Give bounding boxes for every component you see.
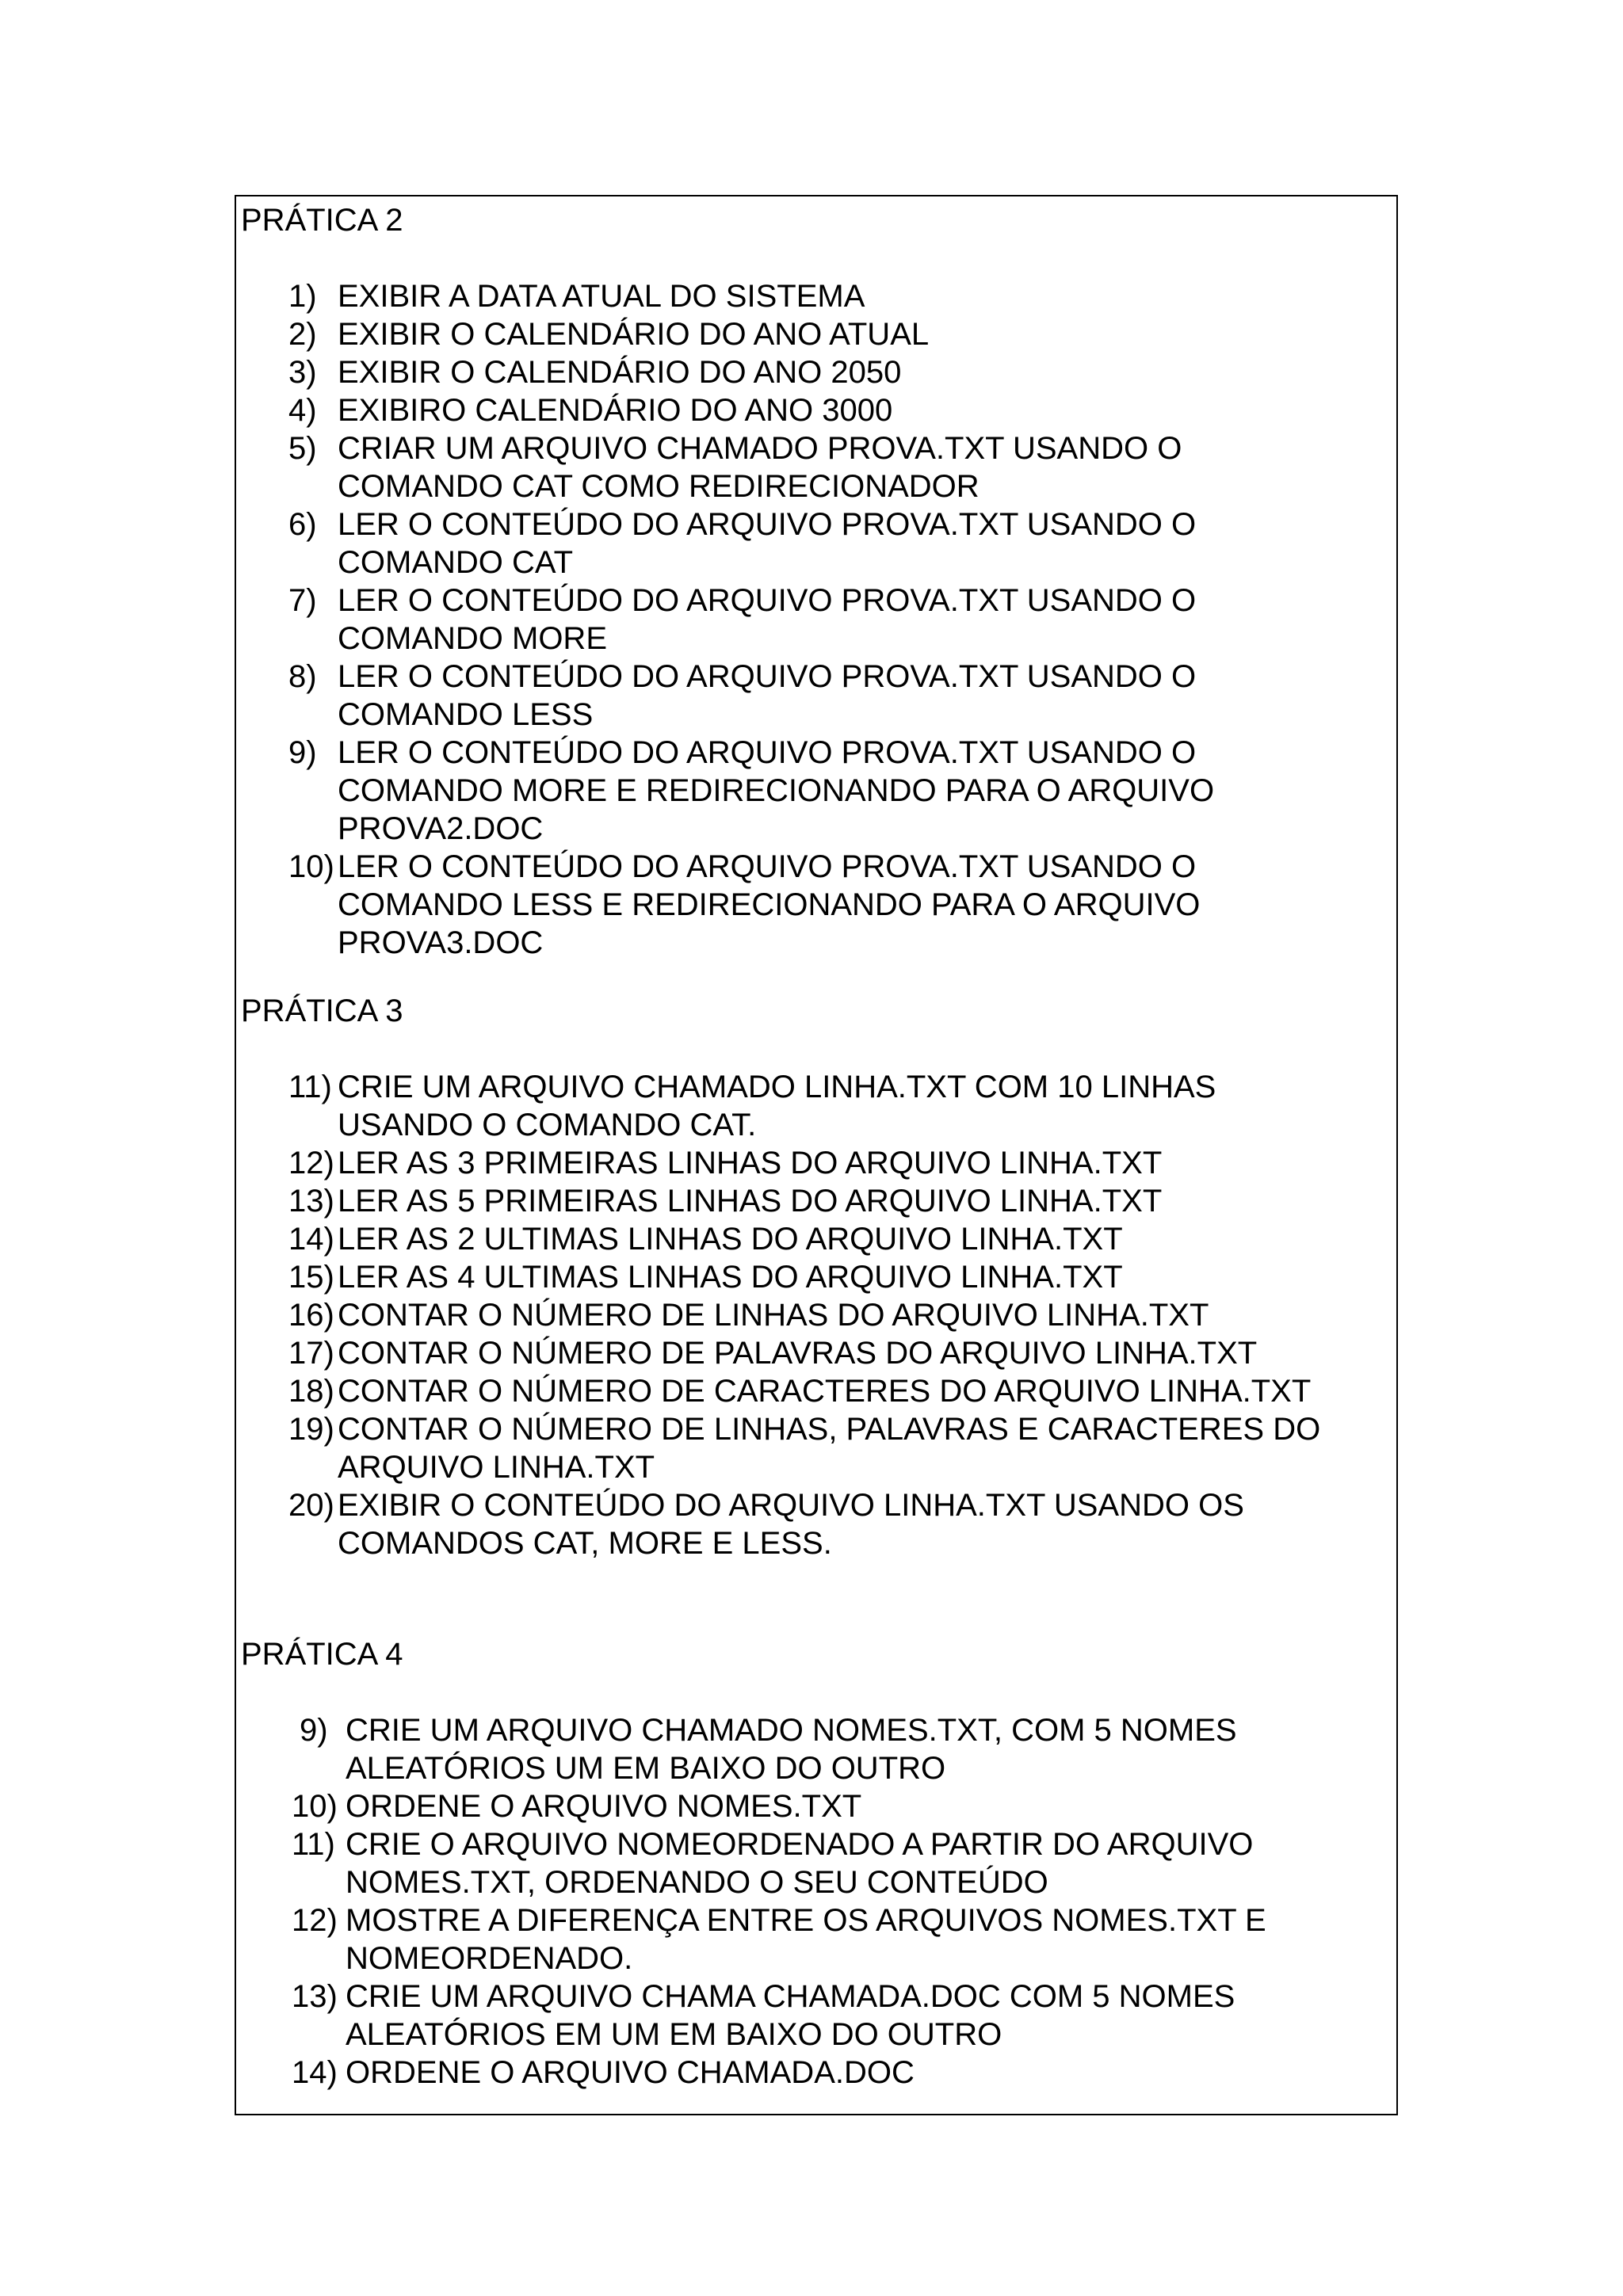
- item-number: 19): [288, 1412, 334, 1447]
- exercise-list-pratica-4: [236, 1711, 1396, 2092]
- item-text: CRIE O ARQUIVO NOMEORDENADO A PARTIR DO ARQUIVO NOMES.TXT, ORDENANDO O SEU CONTEÚDO: [346, 1827, 1254, 1900]
- list-item: [236, 1068, 1396, 1144]
- item-text: MOSTRE A DIFERENÇA ENTRE OS ARQUIVOS NOMES.TXT E NOMEORDENADO.: [346, 1903, 1266, 1976]
- item-number: 11): [292, 1827, 335, 1862]
- item-text: EXIBIR A DATA ATUAL DO SISTEMA: [338, 279, 865, 314]
- item-text: LER O CONTEÚDO DO ARQUIVO PROVA.TXT USANDO O COMANDO CAT: [338, 507, 1197, 580]
- item-number: 3): [288, 355, 317, 390]
- item-text: CONTAR O NÚMERO DE LINHAS DO ARQUIVO LINHA.TXT: [338, 1298, 1209, 1333]
- item-text: LER O CONTEÚDO DO ARQUIVO PROVA.TXT USANDO O COMANDO LESS: [338, 659, 1197, 732]
- item-number: 12): [292, 1903, 338, 1938]
- list-item: [236, 505, 1396, 582]
- list-item: [236, 1787, 1396, 1825]
- list-item: [236, 1296, 1396, 1334]
- list-item: [236, 391, 1396, 429]
- item-text: LER AS 3 PRIMEIRAS LINHAS DO ARQUIVO LINHA.TXT: [338, 1146, 1163, 1180]
- item-number: 6): [288, 507, 317, 542]
- item-text: LER O CONTEÚDO DO ARQUIVO PROVA.TXT USANDO O COMANDO LESS E REDIRECIONANDO PARA O ARQUIVO PROVA3.DOC: [338, 849, 1201, 960]
- list-item: [236, 315, 1396, 353]
- list-item: [236, 658, 1396, 734]
- item-number: 17): [288, 1336, 334, 1371]
- list-item: [236, 1372, 1396, 1410]
- item-text: LER AS 2 ULTIMAS LINHAS DO ARQUIVO LINHA.TXT: [338, 1222, 1123, 1257]
- item-number: 13): [288, 1184, 334, 1219]
- item-text: ORDENE O ARQUIVO NOMES.TXT: [346, 1789, 862, 1824]
- item-text: CRIE UM ARQUIVO CHAMA CHAMADA.DOC COM 5 NOMES ALEATÓRIOS EM UM EM BAIXO DO OUTRO: [346, 1979, 1235, 2052]
- item-number: 10): [292, 1789, 338, 1824]
- item-number: 11): [288, 1070, 332, 1104]
- item-text: EXIBIR O CALENDÁRIO DO ANO ATUAL: [338, 317, 930, 352]
- item-number: 16): [288, 1298, 334, 1333]
- item-number: 20): [288, 1488, 334, 1523]
- list-item: [236, 1711, 1396, 1787]
- item-number: 9): [300, 1713, 328, 1748]
- list-item: [236, 734, 1396, 848]
- item-text: LER O CONTEÚDO DO ARQUIVO PROVA.TXT USANDO O COMANDO MORE E REDIRECIONANDO PARA O ARQUIVO PROVA2.DOC: [338, 735, 1215, 846]
- list-item: [236, 1220, 1396, 1258]
- item-number: 9): [288, 735, 317, 770]
- list-item: [236, 1978, 1396, 2054]
- item-number: 1): [288, 279, 317, 314]
- list-item: [236, 848, 1396, 962]
- list-item: [236, 1825, 1396, 1901]
- list-item: [236, 353, 1396, 391]
- item-text: EXIBIR O CONTEÚDO DO ARQUIVO LINHA.TXT USANDO OS COMANDOS CAT, MORE E LESS.: [338, 1488, 1244, 1561]
- item-number: 14): [288, 1222, 334, 1257]
- list-item: [236, 2054, 1396, 2092]
- item-text: CONTAR O NÚMERO DE CARACTERES DO ARQUIVO LINHA.TXT: [338, 1374, 1312, 1409]
- item-text: CRIE UM ARQUIVO CHAMADO NOMES.TXT, COM 5 NOMES ALEATÓRIOS UM EM BAIXO DO OUTRO: [346, 1713, 1237, 1786]
- item-number: 15): [288, 1260, 334, 1295]
- item-number: 18): [288, 1374, 334, 1409]
- list-item: [236, 1334, 1396, 1372]
- item-text: CONTAR O NÚMERO DE PALAVRAS DO ARQUIVO LINHA.TXT: [338, 1336, 1258, 1371]
- item-text: EXIBIRO CALENDÁRIO DO ANO 3000: [338, 393, 893, 428]
- item-text: CRIAR UM ARQUIVO CHAMADO PROVA.TXT USANDO O COMANDO CAT COMO REDIRECIONADOR: [338, 431, 1182, 504]
- section-title-pratica-3: PRÁTICA 3: [241, 994, 403, 1028]
- item-number: 14): [292, 2055, 338, 2090]
- item-text: CRIE UM ARQUIVO CHAMADO LINHA.TXT COM 10 LINHAS USANDO O COMANDO CAT.: [338, 1070, 1216, 1142]
- list-item: [236, 1901, 1396, 1978]
- item-number: 8): [288, 659, 317, 694]
- exercise-list-pratica-3: [236, 1068, 1396, 1562]
- item-text: LER AS 5 PRIMEIRAS LINHAS DO ARQUIVO LINHA.TXT: [338, 1184, 1163, 1219]
- item-text: CONTAR O NÚMERO DE LINHAS, PALAVRAS E CARACTERES DO ARQUIVO LINHA.TXT: [338, 1412, 1321, 1485]
- item-text: LER AS 4 ULTIMAS LINHAS DO ARQUIVO LINHA.TXT: [338, 1260, 1123, 1295]
- section-title-pratica-2: PRÁTICA 2: [241, 203, 403, 238]
- exercise-box: [235, 195, 1398, 2115]
- list-item: [236, 1144, 1396, 1182]
- item-number: 5): [288, 431, 317, 466]
- item-number: 10): [288, 849, 334, 884]
- item-number: 2): [288, 317, 317, 352]
- item-number: 13): [292, 1979, 338, 2014]
- list-item: [236, 1410, 1396, 1486]
- list-item: [236, 429, 1396, 505]
- exercise-list-pratica-2: [236, 277, 1396, 962]
- list-item: [236, 277, 1396, 315]
- list-item: [236, 1486, 1396, 1562]
- list-item: [236, 1182, 1396, 1220]
- list-item: [236, 582, 1396, 658]
- section-title-pratica-4: PRÁTICA 4: [241, 1637, 403, 1672]
- item-text: ORDENE O ARQUIVO CHAMADA.DOC: [346, 2055, 915, 2090]
- item-number: 4): [288, 393, 317, 428]
- item-number: 7): [288, 583, 317, 618]
- list-item: [236, 1258, 1396, 1296]
- item-text: LER O CONTEÚDO DO ARQUIVO PROVA.TXT USANDO O COMANDO MORE: [338, 583, 1197, 656]
- item-text: EXIBIR O CALENDÁRIO DO ANO 2050: [338, 355, 902, 390]
- item-number: 12): [288, 1146, 334, 1180]
